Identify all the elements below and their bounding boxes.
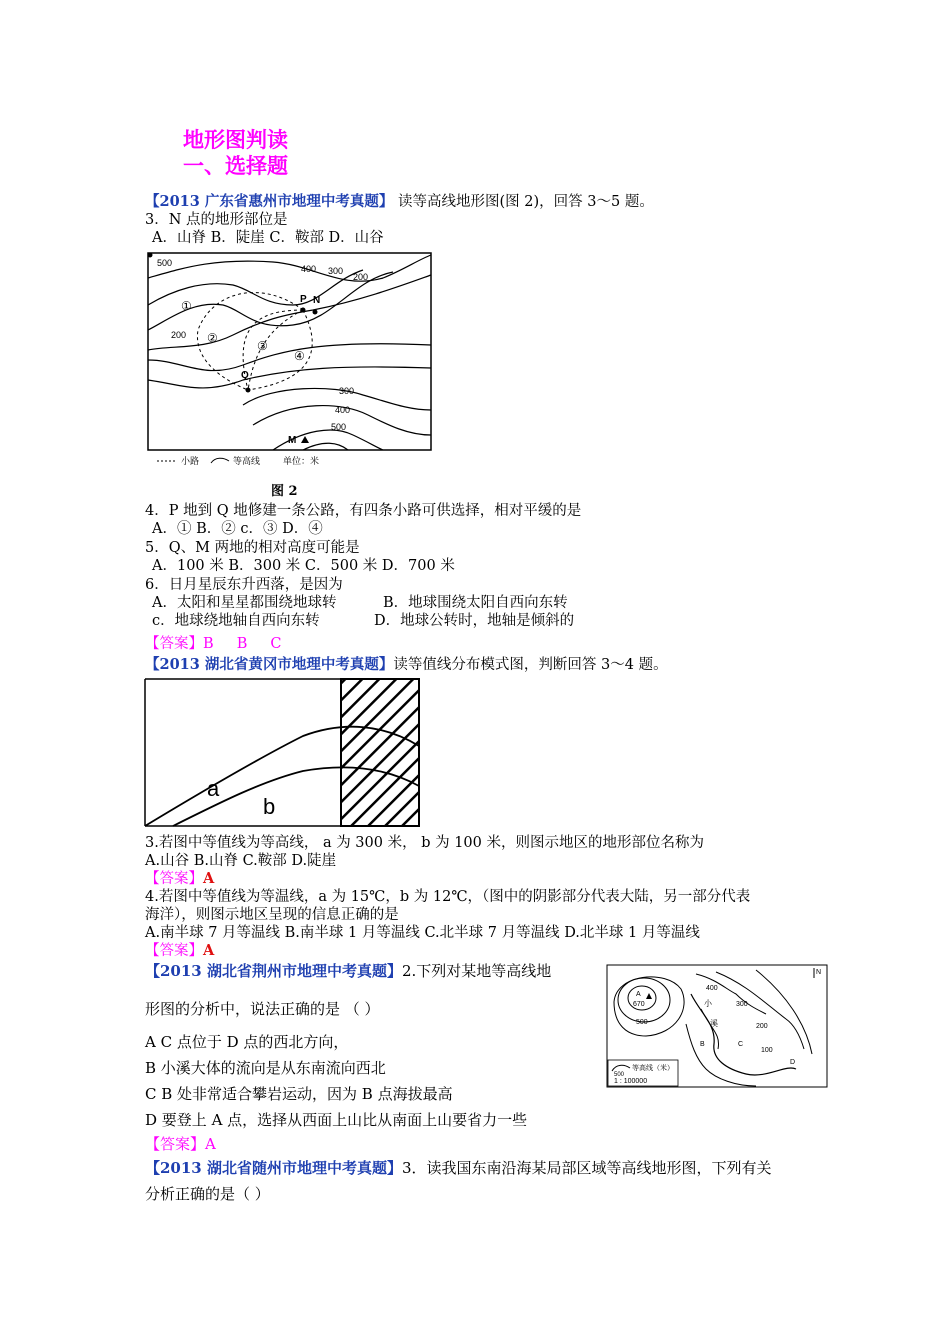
point-b: B [700,1041,705,1048]
answer-3 [145,1131,216,1157]
stem-part1: 2.下列对某地等高线地 [401,962,552,980]
intro-text-2: 读等值线分布模式图，判断回答 3～4 题。 [393,657,668,673]
question-6-option-a: A．太阳和星星都围绕地球转 [152,595,337,611]
stem-part2: 形图的分析中，说法正确的是 （ ） [145,1000,380,1018]
question-6-option-d: D．地球公转时，地轴是倾斜的 [374,613,575,629]
stem-line1: 3．读我国东南沿海某局部区域等高线地形图，下列有关 [401,1159,772,1177]
question-3: 3．N 点的地形部位是 [145,212,288,228]
map-label-200b: 200 [171,330,187,340]
isoline-figure [143,676,426,831]
answer-value: A [205,1135,216,1153]
question-6: 6．日月星辰东升西落，是因为 [145,577,343,593]
answer-value: A [203,942,215,959]
question-source-line-4 [145,1155,772,1181]
map-label-400: 400 [301,264,317,274]
contour-200: 200 [756,1023,768,1030]
source-label-3: 【2013 湖北省荆州市地理中考真题】 [145,962,402,980]
contour-map-figure [143,250,435,474]
legend-unit: 单位：米 [283,456,320,466]
map-label-m: M [288,435,297,446]
stream-contour-map [606,964,828,1088]
map-label-500: 500 [157,258,173,268]
map-label-200: 200 [353,272,369,282]
legend-500: 500 [614,1072,625,1078]
option-a: A C 点位于 D 点的西北方向， [145,1033,349,1051]
question-6-option-b: B．地球围绕太阳自西向东转 [383,595,568,611]
question-3-options: A．山脊 B．陡崖 C．鞍部 D．山谷 [152,230,384,246]
source-label: 【2013 广东省惠州市地理中考真题】 [145,193,394,210]
point-c: C [738,1041,744,1048]
question-source-line-2 [145,656,668,674]
page-title: 地形图判读 [183,128,288,152]
map-label-q: Q [241,370,249,381]
source-label-4: 【2013 湖北省随州市地理中考真题】 [145,1159,402,1177]
stream-label-2: 溪 [710,1019,718,1028]
route-3: ③ [257,339,268,353]
answer-2-1 [145,870,214,888]
answer-value: A [203,870,215,887]
option-d: D 要登上 A 点，选择从西面上山比从南面上山要省力一些 [145,1111,528,1129]
question-5-options: A．100 米 B．300 米 C．500 米 D．700 米 [152,558,455,574]
answer-1 [145,635,282,653]
map-label-n: N [313,295,321,306]
contour-300: 300 [736,1001,748,1008]
isoline-label-a: a [207,776,220,801]
map-label-400b: 400 [335,405,351,415]
map-label-500b: 500 [331,422,347,432]
question-2-4-line2: 海洋），则图示地区呈现的信息正确的是 [145,907,399,923]
contour-500: 500 [636,1019,648,1026]
section-title: 一、选择题 [183,154,288,178]
route-4: ④ [294,349,305,363]
map-scale: 1 : 100000 [614,1078,648,1085]
contour-400: 400 [706,985,718,992]
stream-label-1: 小 [704,999,712,1008]
question-source-line [145,193,654,211]
peak-elevation: 670 [633,1001,645,1008]
question-2-3-options: A.山谷 B.山脊 C.鞍部 D.陡崖 [145,853,337,869]
answer-label: 【答案】 [145,871,203,887]
question-source-line-3 [145,958,551,984]
option-c: C B 处非常适合攀岩运动，因为 B 点海拔最高 [145,1085,453,1103]
answer-value: B B C [203,636,282,652]
question-6-option-c: c．地球绕地轴自西向东转 [152,613,320,629]
legend-path: 小路 [181,456,200,466]
option-b: B 小溪大体的流向是从东南流向西北 [145,1059,386,1077]
legend-contour: 等高线（米） [632,1065,674,1072]
peak-label: A [636,991,641,998]
question-4-options: A．① B．② c．③ D．④ [152,521,323,537]
question-2-4-options: A.南半球 7 月等温线 B.南半球 1 月等温线 C.北半球 7 月等温线 D.北半球 1 月等温线 [145,925,700,941]
figure-caption: 图 2 [271,484,298,499]
map-label-300b: 300 [339,386,355,396]
route-1: ① [181,299,192,313]
source-label-2: 【2013 湖北省黄冈市地理中考真题】 [145,656,394,673]
route-2: ② [207,331,218,345]
answer-label: 【答案】 [145,636,203,652]
point-d: D [790,1059,796,1066]
question-4: 4．P 地到 Q 地修建一条公路，有四条小路可供选择，相对平缓的是 [145,503,582,519]
isoline-label-b: b [263,794,276,819]
contour-100: 100 [761,1047,773,1054]
legend-contour: 等高线 [233,456,261,466]
answer-label: 【答案】 [145,943,203,959]
question-5: 5．Q、M 两地的相对高度可能是 [145,540,360,556]
map-label-300: 300 [328,266,344,276]
question-2-4-line1: 4.若图中等值线为等温线，a 为 15℃，b 为 12℃，（图中的阴影部分代表大陆，另一部分代表 [145,889,751,905]
stem-line2: 分析正确的是（ ） [145,1185,270,1203]
question-2-3: 3.若图中等值线为等高线， a 为 300 米， b 为 100 米，则图示地区的地形部位名称为 [145,835,704,851]
intro-text: 读等高线地形图(图 2)，回答 3～5 题。 [398,194,654,210]
answer-label: 【答案】 [145,1135,206,1153]
north-label: N [816,969,822,976]
map-label-p: P [300,294,307,305]
